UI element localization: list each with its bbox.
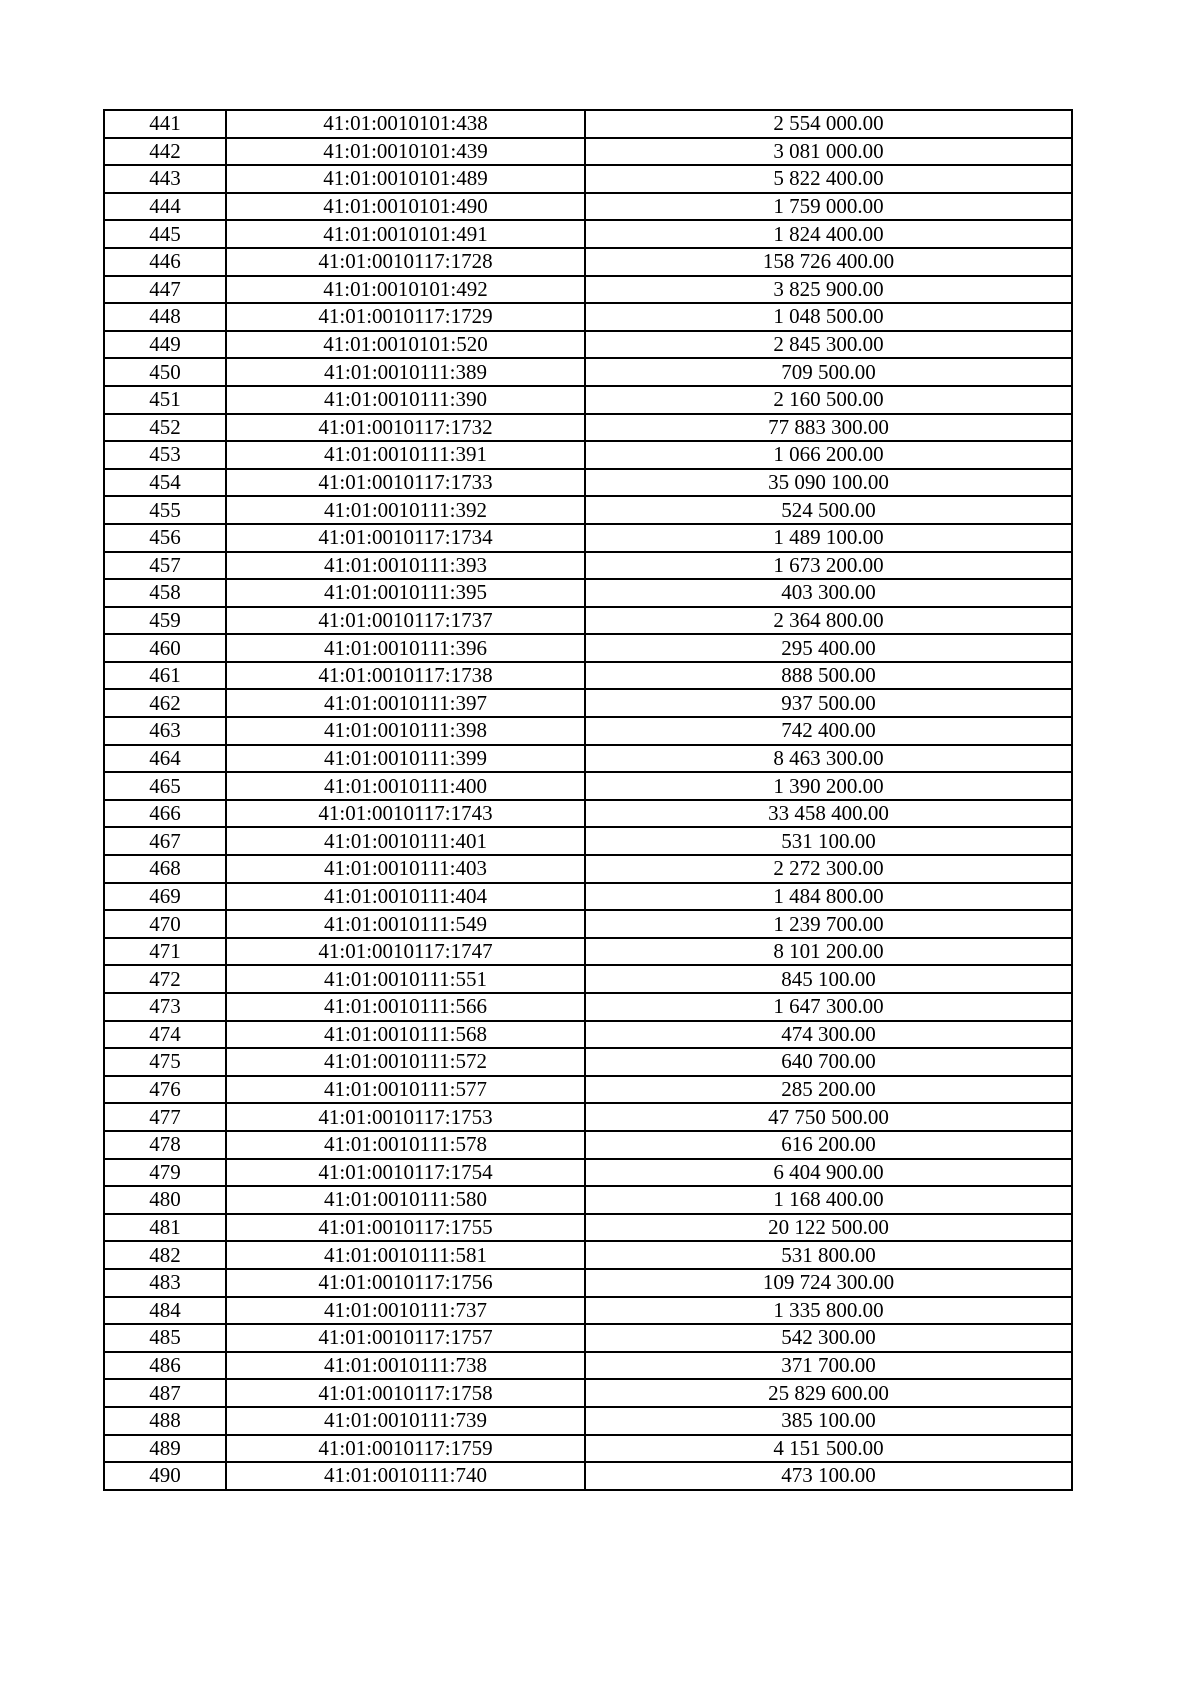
table-row	[104, 1021, 1072, 1049]
cadastral-number-cell: 41:01:0010111:391	[226, 441, 585, 469]
cadastral-number-cell: 41:01:0010117:1737	[226, 607, 585, 635]
table-row	[104, 855, 1072, 883]
cadastral-number-cell: 41:01:0010111:581	[226, 1241, 585, 1269]
cadastral-value-cell: 285 200.00	[585, 1076, 1072, 1104]
cadastral-value-cell: 531 100.00	[585, 827, 1072, 855]
cadastral-number-cell: 41:01:0010111:738	[226, 1352, 585, 1380]
table-row	[104, 910, 1072, 938]
row-number-cell: 471	[104, 938, 226, 966]
cadastral-number-cell: 41:01:0010117:1738	[226, 662, 585, 690]
table-row	[104, 331, 1072, 359]
row-number-cell: 456	[104, 524, 226, 552]
cadastral-number-cell: 41:01:0010111:392	[226, 496, 585, 524]
row-number-cell: 468	[104, 855, 226, 883]
row-number-cell: 479	[104, 1159, 226, 1187]
cadastral-value-cell: 20 122 500.00	[585, 1214, 1072, 1242]
row-number-cell: 443	[104, 165, 226, 193]
table-row	[104, 386, 1072, 414]
table-row	[104, 827, 1072, 855]
row-number-cell: 477	[104, 1103, 226, 1131]
table-row	[104, 1048, 1072, 1076]
row-number-cell: 454	[104, 469, 226, 497]
row-number-cell: 464	[104, 745, 226, 773]
cadastral-number-cell: 41:01:0010111:398	[226, 717, 585, 745]
cadastral-number-cell: 41:01:0010111:397	[226, 689, 585, 717]
table-row	[104, 1076, 1072, 1104]
row-number-cell: 488	[104, 1407, 226, 1435]
row-number-cell: 484	[104, 1297, 226, 1325]
cadastral-value-cell: 2 272 300.00	[585, 855, 1072, 883]
cadastral-number-cell: 41:01:0010101:438	[226, 110, 585, 138]
cadastral-value-cell: 845 100.00	[585, 965, 1072, 993]
cadastral-value-cell: 5 822 400.00	[585, 165, 1072, 193]
cadastral-number-cell: 41:01:0010111:740	[226, 1462, 585, 1490]
row-number-cell: 478	[104, 1131, 226, 1159]
cadastral-value-cell: 542 300.00	[585, 1324, 1072, 1352]
table-row	[104, 138, 1072, 166]
table-row	[104, 579, 1072, 607]
table-row	[104, 938, 1072, 966]
cadastral-number-cell: 41:01:0010111:393	[226, 552, 585, 580]
cadastral-value-cell: 1 048 500.00	[585, 303, 1072, 331]
table-row	[104, 883, 1072, 911]
cadastral-value-cell: 1 647 300.00	[585, 993, 1072, 1021]
row-number-cell: 474	[104, 1021, 226, 1049]
cadastral-value-cell: 25 829 600.00	[585, 1379, 1072, 1407]
cadastral-number-cell: 41:01:0010101:489	[226, 165, 585, 193]
table-row	[104, 524, 1072, 552]
cadastral-number-cell: 41:01:0010117:1756	[226, 1269, 585, 1297]
cadastral-value-cell: 1 239 700.00	[585, 910, 1072, 938]
cadastral-value-cell: 1 673 200.00	[585, 552, 1072, 580]
table-row	[104, 993, 1072, 1021]
table-row	[104, 1131, 1072, 1159]
cadastral-value-cell: 4 151 500.00	[585, 1435, 1072, 1463]
cadastral-number-cell: 41:01:0010101:492	[226, 276, 585, 304]
cadastral-value-cell: 474 300.00	[585, 1021, 1072, 1049]
row-number-cell: 465	[104, 772, 226, 800]
row-number-cell: 445	[104, 220, 226, 248]
cadastral-value-cell: 2 845 300.00	[585, 331, 1072, 359]
table-row	[104, 193, 1072, 221]
table-row	[104, 110, 1072, 138]
table-row	[104, 303, 1072, 331]
cadastral-value-cell: 709 500.00	[585, 358, 1072, 386]
table-row	[104, 965, 1072, 993]
row-number-cell: 486	[104, 1352, 226, 1380]
table-row	[104, 1159, 1072, 1187]
cadastral-number-cell: 41:01:0010111:395	[226, 579, 585, 607]
cadastral-value-cell: 2 554 000.00	[585, 110, 1072, 138]
row-number-cell: 487	[104, 1379, 226, 1407]
table-row	[104, 358, 1072, 386]
cadastral-value-cell: 473 100.00	[585, 1462, 1072, 1490]
row-number-cell: 460	[104, 634, 226, 662]
table-row	[104, 1297, 1072, 1325]
cadastral-number-cell: 41:01:0010101:490	[226, 193, 585, 221]
table-row	[104, 1407, 1072, 1435]
cadastral-number-cell: 41:01:0010111:403	[226, 855, 585, 883]
cadastral-value-cell: 77 883 300.00	[585, 414, 1072, 442]
table-row	[104, 1379, 1072, 1407]
cadastral-number-cell: 41:01:0010111:549	[226, 910, 585, 938]
cadastral-number-cell: 41:01:0010111:389	[226, 358, 585, 386]
cadastral-number-cell: 41:01:0010111:577	[226, 1076, 585, 1104]
cadastral-value-cell: 742 400.00	[585, 717, 1072, 745]
table-row	[104, 607, 1072, 635]
table-row	[104, 717, 1072, 745]
row-number-cell: 483	[104, 1269, 226, 1297]
table-row	[104, 469, 1072, 497]
row-number-cell: 442	[104, 138, 226, 166]
cadastral-value-cell: 616 200.00	[585, 1131, 1072, 1159]
cadastral-number-cell: 41:01:0010101:520	[226, 331, 585, 359]
cadastral-value-cell: 2 364 800.00	[585, 607, 1072, 635]
table-row	[104, 414, 1072, 442]
table-row	[104, 248, 1072, 276]
table-row	[104, 772, 1072, 800]
cadastral-value-cell: 35 090 100.00	[585, 469, 1072, 497]
table-row	[104, 1269, 1072, 1297]
cadastral-number-cell: 41:01:0010111:400	[226, 772, 585, 800]
cadastral-value-cell: 8 463 300.00	[585, 745, 1072, 773]
table-row	[104, 745, 1072, 773]
cadastral-value-cell: 937 500.00	[585, 689, 1072, 717]
cadastral-number-cell: 41:01:0010111:551	[226, 965, 585, 993]
table-row	[104, 1324, 1072, 1352]
row-number-cell: 448	[104, 303, 226, 331]
cadastral-number-cell: 41:01:0010117:1755	[226, 1214, 585, 1242]
cadastral-number-cell: 41:01:0010117:1757	[226, 1324, 585, 1352]
cadastral-value-cell: 47 750 500.00	[585, 1103, 1072, 1131]
cadastral-number-cell: 41:01:0010111:396	[226, 634, 585, 662]
cadastral-number-cell: 41:01:0010111:572	[226, 1048, 585, 1076]
row-number-cell: 480	[104, 1186, 226, 1214]
cadastral-value-cell: 1 489 100.00	[585, 524, 1072, 552]
table-row	[104, 496, 1072, 524]
cadastral-value-cell: 33 458 400.00	[585, 800, 1072, 828]
cadastral-value-cell: 295 400.00	[585, 634, 1072, 662]
cadastral-value-cell: 385 100.00	[585, 1407, 1072, 1435]
row-number-cell: 444	[104, 193, 226, 221]
cadastral-number-cell: 41:01:0010111:390	[226, 386, 585, 414]
row-number-cell: 446	[104, 248, 226, 276]
table-row	[104, 1435, 1072, 1463]
table-row	[104, 220, 1072, 248]
cadastral-value-cell: 109 724 300.00	[585, 1269, 1072, 1297]
cadastral-value-cell: 158 726 400.00	[585, 248, 1072, 276]
row-number-cell: 451	[104, 386, 226, 414]
cadastral-number-cell: 41:01:0010111:399	[226, 745, 585, 773]
table-row	[104, 165, 1072, 193]
cadastral-number-cell: 41:01:0010117:1754	[226, 1159, 585, 1187]
row-number-cell: 461	[104, 662, 226, 690]
cadastral-value-cell: 640 700.00	[585, 1048, 1072, 1076]
cadastral-value-cell: 1 390 200.00	[585, 772, 1072, 800]
row-number-cell: 490	[104, 1462, 226, 1490]
row-number-cell: 489	[104, 1435, 226, 1463]
row-number-cell: 475	[104, 1048, 226, 1076]
cadastral-number-cell: 41:01:0010117:1732	[226, 414, 585, 442]
row-number-cell: 447	[104, 276, 226, 304]
row-number-cell: 457	[104, 552, 226, 580]
row-number-cell: 452	[104, 414, 226, 442]
row-number-cell: 458	[104, 579, 226, 607]
table-row	[104, 689, 1072, 717]
cadastral-number-cell: 41:01:0010111:404	[226, 883, 585, 911]
cadastral-number-cell: 41:01:0010117:1753	[226, 1103, 585, 1131]
cadastral-value-cell: 8 101 200.00	[585, 938, 1072, 966]
table-row	[104, 1103, 1072, 1131]
cadastral-number-cell: 41:01:0010111:566	[226, 993, 585, 1021]
cadastral-value-cell: 1 484 800.00	[585, 883, 1072, 911]
cadastral-value-cell: 1 335 800.00	[585, 1297, 1072, 1325]
row-number-cell: 485	[104, 1324, 226, 1352]
cadastral-value-cell: 2 160 500.00	[585, 386, 1072, 414]
cadastral-number-cell: 41:01:0010101:491	[226, 220, 585, 248]
row-number-cell: 476	[104, 1076, 226, 1104]
row-number-cell: 481	[104, 1214, 226, 1242]
cadastral-number-cell: 41:01:0010111:739	[226, 1407, 585, 1435]
table-row	[104, 441, 1072, 469]
row-number-cell: 450	[104, 358, 226, 386]
row-number-cell: 449	[104, 331, 226, 359]
table-row	[104, 1186, 1072, 1214]
table-body	[104, 110, 1072, 1490]
cadastral-value-cell: 888 500.00	[585, 662, 1072, 690]
row-number-cell: 455	[104, 496, 226, 524]
cadastral-number-cell: 41:01:0010101:439	[226, 138, 585, 166]
table-row	[104, 552, 1072, 580]
cadastral-value-cell: 531 800.00	[585, 1241, 1072, 1269]
cadastral-number-cell: 41:01:0010117:1728	[226, 248, 585, 276]
cadastral-number-cell: 41:01:0010117:1729	[226, 303, 585, 331]
cadastral-value-cell: 1 824 400.00	[585, 220, 1072, 248]
cadastral-number-cell: 41:01:0010111:568	[226, 1021, 585, 1049]
cadastral-number-cell: 41:01:0010117:1759	[226, 1435, 585, 1463]
cadastral-number-cell: 41:01:0010117:1733	[226, 469, 585, 497]
table-row	[104, 276, 1072, 304]
row-number-cell: 467	[104, 827, 226, 855]
cadastral-number-cell: 41:01:0010111:401	[226, 827, 585, 855]
cadastral-value-table	[103, 109, 1073, 1491]
cadastral-value-cell: 1 066 200.00	[585, 441, 1072, 469]
cadastral-number-cell: 41:01:0010117:1747	[226, 938, 585, 966]
row-number-cell: 459	[104, 607, 226, 635]
table-row	[104, 1352, 1072, 1380]
table-row	[104, 662, 1072, 690]
row-number-cell: 469	[104, 883, 226, 911]
row-number-cell: 462	[104, 689, 226, 717]
row-number-cell: 473	[104, 993, 226, 1021]
cadastral-value-cell: 371 700.00	[585, 1352, 1072, 1380]
cadastral-number-cell: 41:01:0010111:737	[226, 1297, 585, 1325]
row-number-cell: 453	[104, 441, 226, 469]
table-row	[104, 1462, 1072, 1490]
cadastral-value-cell: 1 168 400.00	[585, 1186, 1072, 1214]
row-number-cell: 441	[104, 110, 226, 138]
row-number-cell: 482	[104, 1241, 226, 1269]
cadastral-number-cell: 41:01:0010111:578	[226, 1131, 585, 1159]
row-number-cell: 472	[104, 965, 226, 993]
cadastral-value-cell: 6 404 900.00	[585, 1159, 1072, 1187]
cadastral-value-cell: 524 500.00	[585, 496, 1072, 524]
row-number-cell: 470	[104, 910, 226, 938]
cadastral-number-cell: 41:01:0010117:1734	[226, 524, 585, 552]
row-number-cell: 466	[104, 800, 226, 828]
cadastral-value-cell: 3 081 000.00	[585, 138, 1072, 166]
table-row	[104, 1241, 1072, 1269]
cadastral-number-cell: 41:01:0010117:1743	[226, 800, 585, 828]
table-row	[104, 1214, 1072, 1242]
cadastral-value-cell: 403 300.00	[585, 579, 1072, 607]
cadastral-number-cell: 41:01:0010117:1758	[226, 1379, 585, 1407]
cadastral-number-cell: 41:01:0010111:580	[226, 1186, 585, 1214]
table-row	[104, 800, 1072, 828]
cadastral-value-cell: 1 759 000.00	[585, 193, 1072, 221]
cadastral-value-cell: 3 825 900.00	[585, 276, 1072, 304]
row-number-cell: 463	[104, 717, 226, 745]
table-row	[104, 634, 1072, 662]
